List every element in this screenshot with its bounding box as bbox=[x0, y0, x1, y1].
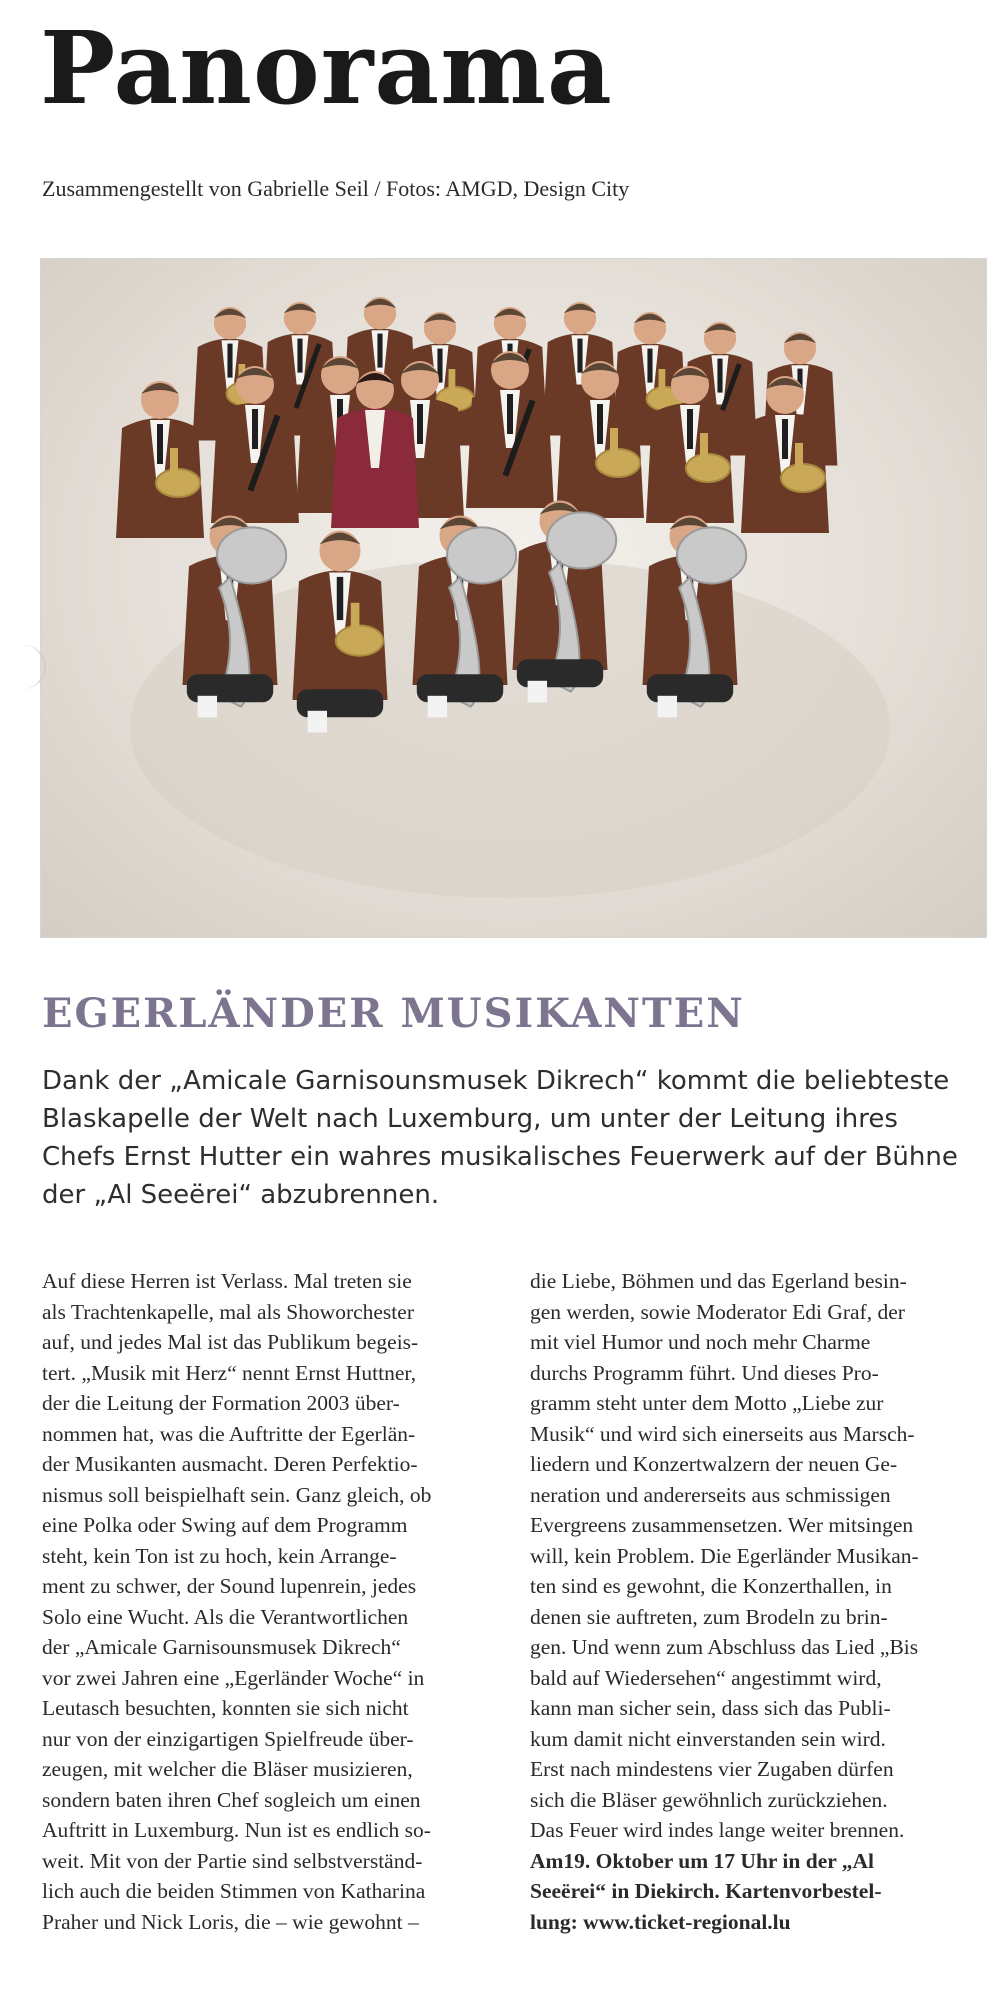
body-text-line: Seeërei“ in Diekirch. Kartenvorbestel- bbox=[530, 1879, 882, 1903]
body-text-line: will, kein Problem. Die Egerländer Musikan- bbox=[530, 1543, 919, 1568]
body-text-line: neration und andererseits aus schmissigen bbox=[530, 1482, 891, 1507]
body-text-line: mit viel Humor und noch mehr Charme bbox=[530, 1330, 871, 1354]
musician-socks bbox=[198, 696, 217, 718]
article-lede: Dank der „Amicale Garnisounsmusek Dikrech“ kommt die beliebteste Blaskapelle der Welt nach Luxemburg, um unter der Leitung ihres Chefs Ernst Hutter ein wahres musikalisches Feuerwerk auf der Bühne der „Al Seeërei“ abzubrennen. bbox=[42, 1066, 958, 1210]
body-text-line: gramm steht unter dem Motto „Liebe zur bbox=[530, 1391, 884, 1415]
musician-tie bbox=[687, 409, 693, 449]
body-text-line: sondern baten ihren Chef sogleich um einen bbox=[42, 1787, 421, 1812]
brass-tube bbox=[351, 603, 360, 642]
band-photo bbox=[40, 258, 987, 938]
body-text-line: durchs Programm führt. Und dieses Pro- bbox=[530, 1360, 879, 1385]
body-text-line: Solo eine Wucht. Als die Verantwortlichen bbox=[42, 1604, 409, 1629]
article-headline: EGERLÄNDER MUSIKANTEN bbox=[42, 990, 745, 1037]
body-text-line: denen sie auftreten, zum Brodeln zu brin- bbox=[530, 1604, 888, 1629]
body-text-line: als Trachtenkapelle, mal als Showorchester bbox=[42, 1299, 414, 1324]
body-text-line: nismus soll beispielhaft sein. Ganz gleich, ob bbox=[42, 1482, 432, 1507]
body-text-line: Auftritt in Luxemburg. Nun ist es endlich so- bbox=[42, 1818, 431, 1842]
body-text-line: Praher und Nick Loris, die – wie gewohnt – bbox=[42, 1909, 419, 1934]
body-text-line: ten sind es gewohnt, die Konzerthallen, in bbox=[530, 1574, 892, 1598]
musician-tie bbox=[577, 339, 582, 373]
body-text-line: nur von der einzigartigen Spielfreude über- bbox=[42, 1726, 414, 1751]
musician-socks bbox=[528, 681, 547, 703]
body-text-line: Das Feuer wird indes lange weiter brennen. bbox=[530, 1818, 905, 1842]
musician-tie bbox=[337, 577, 343, 620]
brass-tube bbox=[170, 448, 178, 484]
body-text-line: Am19. Oktober um 17 Uhr in der „Al bbox=[530, 1848, 875, 1873]
masthead-title: Panorama bbox=[40, 9, 613, 127]
body-text-line: eine Polka oder Swing auf dem Programm bbox=[42, 1513, 408, 1537]
brass-tube bbox=[700, 433, 708, 469]
body-text-line: Evergreens zusammensetzen. Wer mitsingen bbox=[530, 1513, 914, 1537]
musician-tie bbox=[157, 424, 163, 464]
body-text-line: bald auf Wiedersehen“ angestimmt wird, bbox=[530, 1665, 882, 1690]
body-text-line: tert. „Musik mit Herz“ nennt Ernst Huttner, bbox=[42, 1360, 417, 1385]
body-text-line: sich die Bläser gewöhnlich zurückziehen. bbox=[530, 1787, 888, 1812]
photo-credit: Zusammengestellt von Gabrielle Seil / Fotos: AMGD, Design City bbox=[42, 176, 630, 201]
body-text-line: der „Amicale Garnisounsmusek Dikrech“ bbox=[42, 1635, 401, 1659]
brass-tube bbox=[449, 369, 456, 400]
body-text-line: die Liebe, Böhmen und das Egerland besin- bbox=[530, 1269, 907, 1293]
musician-socks bbox=[428, 696, 447, 718]
musician-tie bbox=[297, 339, 302, 373]
body-text-line: nommen hat, was die Auftritte der Egerlän- bbox=[42, 1421, 416, 1446]
brass-tube bbox=[795, 443, 803, 479]
body-text-line: zeugen, mit welcher die Bläser musizieren, bbox=[42, 1757, 413, 1781]
body-text-line: Erst nach mindestens vier Zugaben dürfen bbox=[530, 1757, 894, 1781]
body-text-line: vor zwei Jahren eine „Egerländer Woche“ in bbox=[42, 1665, 425, 1690]
brass-tube bbox=[610, 428, 618, 464]
musician-tie bbox=[252, 409, 258, 449]
tuba-bell bbox=[217, 527, 286, 583]
binder-hole-mark bbox=[0, 645, 46, 689]
musician-tie bbox=[597, 404, 603, 444]
body-text-line: Musik“ und wird sich einerseits aus Marsch- bbox=[530, 1421, 915, 1446]
body-text-line: auf, und jedes Mal ist das Publikum begeis- bbox=[42, 1330, 419, 1354]
musician-tie bbox=[782, 419, 788, 459]
body-text-line: gen. Und wenn zum Abschluss das Lied „Bis bbox=[530, 1635, 919, 1659]
body-text-line: der Musikanten ausmacht. Deren Perfektio- bbox=[42, 1452, 418, 1476]
musician-socks bbox=[308, 711, 327, 733]
body-text-line: Leutasch besuchten, konnten sie sich nicht bbox=[42, 1696, 409, 1720]
tuba-bell bbox=[447, 527, 516, 583]
brass-tube bbox=[659, 369, 666, 400]
body-text-line: lich auch die beiden Stimmen von Katharina bbox=[42, 1879, 426, 1903]
body-text-line: kann man sicher sein, dass sich das Publi- bbox=[530, 1696, 891, 1720]
musician-tie bbox=[717, 359, 722, 393]
musician-socks bbox=[658, 696, 677, 718]
band-photo-illustration bbox=[40, 258, 987, 938]
body-text-line: der die Leitung der Formation 2003 über- bbox=[42, 1391, 400, 1415]
musician-tie bbox=[417, 404, 423, 444]
body-column-left bbox=[42, 1266, 487, 1937]
musician-tie bbox=[507, 394, 513, 434]
body-column-right bbox=[530, 1266, 975, 1937]
body-text-line: lung: www.ticket-regional.lu bbox=[530, 1909, 791, 1934]
tuba-bell bbox=[547, 512, 616, 568]
body-text-line: steht, kein Ton ist zu hoch, kein Arrange- bbox=[42, 1543, 397, 1568]
musician-tie bbox=[377, 334, 382, 368]
tuba-bell bbox=[677, 527, 746, 583]
body-text-line: Auf diese Herren ist Verlass. Mal treten sie bbox=[42, 1269, 412, 1293]
musician-tie bbox=[227, 344, 232, 378]
musician-tie bbox=[647, 349, 652, 383]
body-text-line: weit. Mit von der Partie sind selbstverständ- bbox=[42, 1848, 423, 1873]
body-text-line: ment zu schwer, der Sound lupenrein, jedes bbox=[42, 1574, 417, 1598]
body-text-line: gen werden, sowie Moderator Edi Graf, der bbox=[530, 1299, 905, 1324]
body-text-line: liedern und Konzertwalzern der neuen Ge- bbox=[530, 1452, 898, 1476]
body-text-line: kum damit nicht einverstanden sein wird. bbox=[530, 1726, 886, 1751]
